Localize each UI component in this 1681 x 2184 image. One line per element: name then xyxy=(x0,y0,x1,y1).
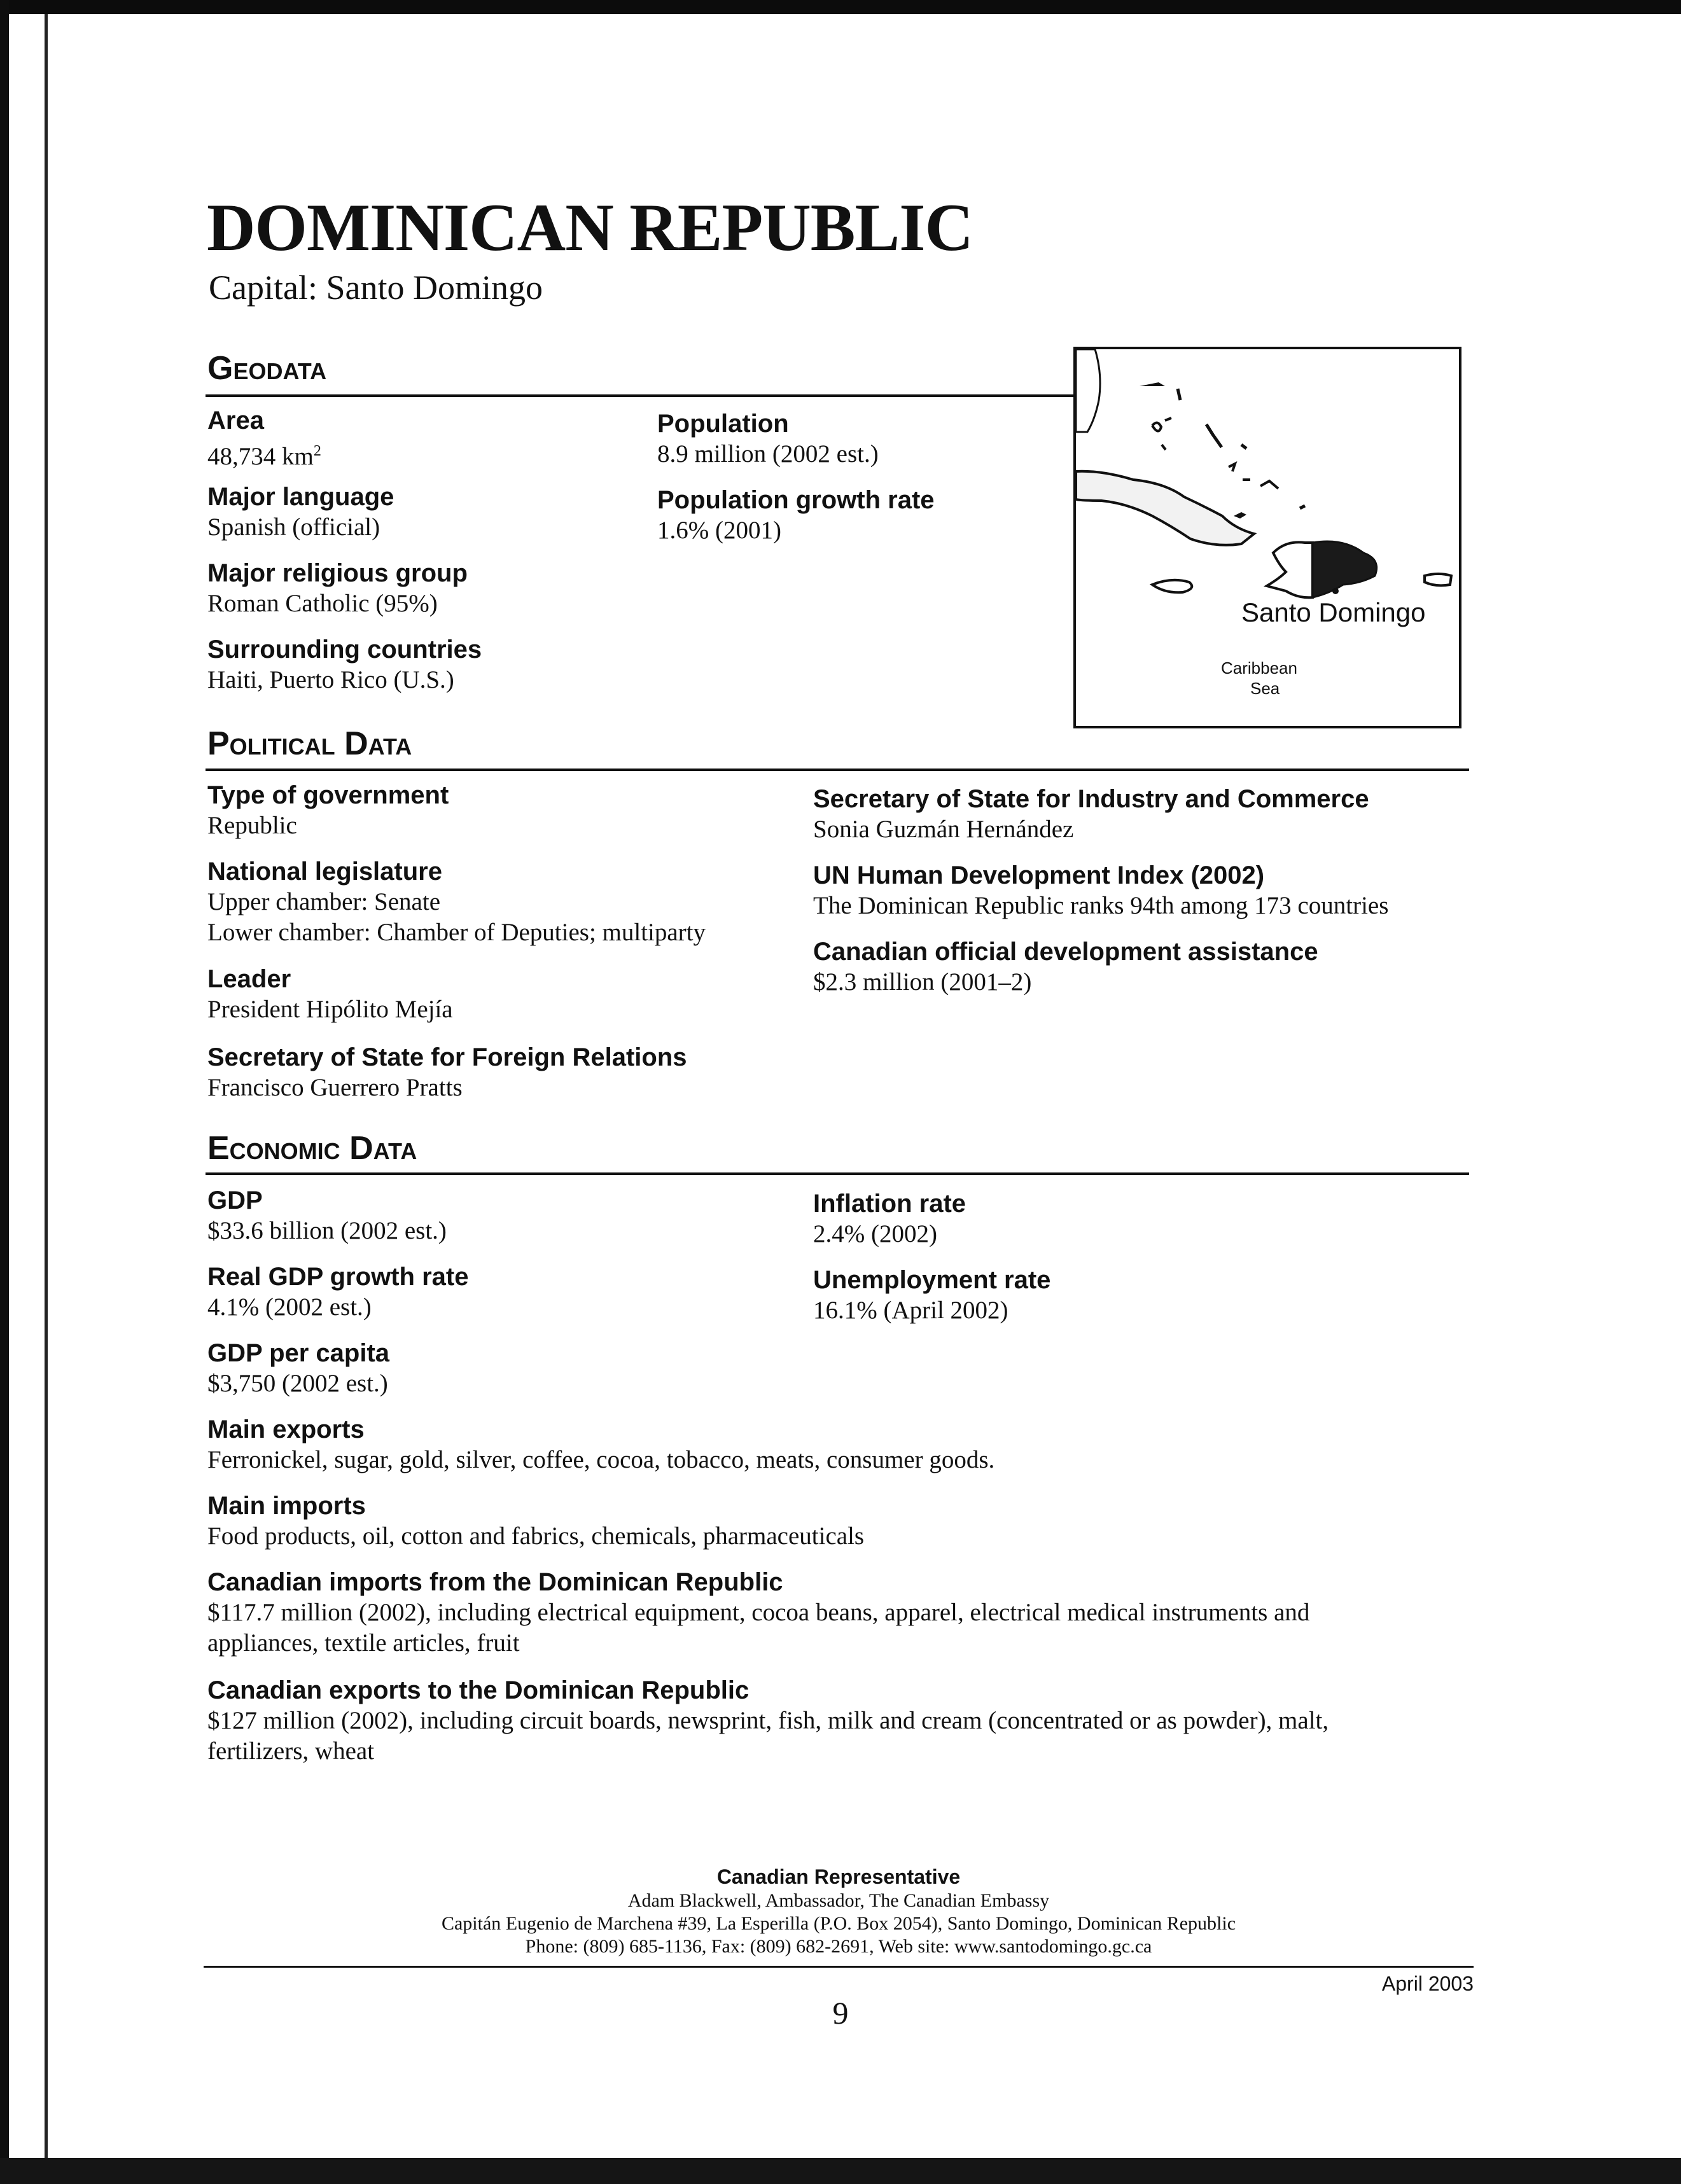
field-value: Lower chamber: Chamber of Deputies; multiparty xyxy=(207,919,706,946)
page-left-border xyxy=(45,14,48,2158)
locator-map xyxy=(1073,347,1461,728)
field-label: Population xyxy=(657,410,789,438)
field-industry-commerce-secretary xyxy=(813,784,1369,845)
section-heading-political: Political Data xyxy=(207,725,412,762)
scan-edge-left xyxy=(0,0,9,2184)
field-national-legislature xyxy=(207,856,706,948)
field-label: Main exports xyxy=(207,1415,365,1443)
field-population-growth-rate xyxy=(657,485,935,546)
bahamas-island xyxy=(1165,418,1171,421)
capital-subtitle: Capital: Santo Domingo xyxy=(209,268,543,307)
field-unemployment-rate xyxy=(813,1265,1050,1326)
field-label: Type of government xyxy=(207,781,449,809)
field-type-of-government xyxy=(207,780,449,841)
field-major-religious-group xyxy=(207,558,468,619)
cuba-shape xyxy=(1076,471,1254,545)
scan-edge-bottom xyxy=(0,2158,1681,2184)
field-value: Haiti, Puerto Rico (U.S.) xyxy=(207,666,454,693)
field-value: 16.1% (April 2002) xyxy=(813,1297,1008,1324)
field-value: Food products, oil, cotton and fabrics, chemicals, pharmaceuticals xyxy=(207,1522,865,1550)
field-gdp-per-capita xyxy=(207,1338,389,1399)
bahamas-island xyxy=(1241,445,1246,449)
field-canadian-imports xyxy=(207,1567,1309,1659)
field-label: Unemployment rate xyxy=(813,1266,1051,1294)
field-leader xyxy=(207,964,453,1025)
bahamas-island xyxy=(1260,481,1278,489)
canadian-representative-block xyxy=(204,1864,1474,1958)
puerto-rico-shape xyxy=(1425,574,1451,585)
field-value: Spanish (official) xyxy=(207,513,380,541)
field-value: 4.1% (2002 est.) xyxy=(207,1293,372,1321)
field-label: Canadian official development assistance xyxy=(813,938,1318,966)
field-value: fertilizers, wheat xyxy=(207,1737,375,1765)
field-value: $2.3 million (2001–2) xyxy=(813,968,1032,996)
field-label: Population growth rate xyxy=(657,486,935,514)
capital-marker-icon xyxy=(1332,588,1339,594)
bahamas-island xyxy=(1152,422,1161,431)
area-superscript: 2 xyxy=(313,443,321,459)
field-real-gdp-growth xyxy=(207,1262,468,1323)
field-value: Roman Catholic (95%) xyxy=(207,590,438,617)
scan-edge-top xyxy=(0,0,1681,14)
field-label: Inflation rate xyxy=(813,1190,966,1218)
field-area xyxy=(207,405,321,472)
publication-date: April 2003 xyxy=(1381,1972,1474,1995)
area-value: 48,734 km xyxy=(207,443,314,470)
field-value: $127 million (2002), including circuit boards, newsprint, fish, milk and cream (concentrated or as powder), malt, xyxy=(207,1707,1329,1734)
field-label: Main imports xyxy=(207,1492,366,1520)
haiti-shape xyxy=(1267,542,1313,597)
footer-line: Capitán Eugenio de Marchena #39, La Esperilla (P.O. Box 2054), Santo Domingo, Dominican Republic xyxy=(441,1913,1236,1934)
field-value: Ferronickel, sugar, gold, silver, coffee, cocoa, tobacco, meats, consumer goods. xyxy=(207,1446,995,1473)
field-label: Secretary of State for Foreign Relations xyxy=(207,1043,687,1071)
bahamas-island xyxy=(1162,445,1166,450)
field-label: Surrounding countries xyxy=(207,636,482,664)
field-value: 1.6% (2001) xyxy=(657,517,781,544)
footer-line: Phone: (809) 685-1136, Fax: (809) 682-2691, Web site: www.santodomingo.gc.ca xyxy=(525,1936,1152,1957)
field-label: Canadian exports to the Dominican Republic xyxy=(207,1676,750,1704)
bahamas-island xyxy=(1178,389,1180,400)
field-label: Real GDP growth rate xyxy=(207,1263,469,1291)
field-value: Sonia Guzmán Hernández xyxy=(813,816,1074,843)
field-value: The Dominican Republic ranks 94th among 173 countries xyxy=(813,892,1389,919)
turks-caicos-island xyxy=(1234,512,1246,518)
map-sea-label: Caribbean xyxy=(1221,658,1297,678)
field-label: GDP per capita xyxy=(207,1339,390,1367)
field-value: Upper chamber: Senate xyxy=(207,888,441,915)
field-human-development-index xyxy=(813,860,1388,921)
florida-shape xyxy=(1076,349,1100,432)
field-development-assistance xyxy=(813,936,1318,998)
section-rule-geodata xyxy=(206,394,1075,397)
field-value: Republic xyxy=(207,812,297,839)
field-label: Secretary of State for Industry and Commerce xyxy=(813,785,1369,813)
field-value: $33.6 billion (2002 est.) xyxy=(207,1217,447,1244)
field-value: 2.4% (2002) xyxy=(813,1220,937,1248)
field-value: Francisco Guerrero Pratts xyxy=(207,1074,463,1101)
bahamas-island xyxy=(1229,464,1235,471)
bahamas-island xyxy=(1206,424,1222,447)
field-value: $3,750 (2002 est.) xyxy=(207,1370,388,1397)
field-main-imports xyxy=(207,1491,864,1552)
map-sea-label: Sea xyxy=(1250,679,1280,698)
field-label: GDP xyxy=(207,1186,263,1214)
section-rule-political xyxy=(206,769,1469,771)
field-label: UN Human Development Index (2002) xyxy=(813,861,1265,889)
footer-line: Adam Blackwell, Ambassador, The Canadian Embassy xyxy=(627,1890,1050,1911)
field-main-exports xyxy=(207,1414,994,1475)
bahamas-island xyxy=(1140,382,1165,386)
field-foreign-relations-secretary xyxy=(207,1042,687,1103)
field-value: appliances, textile articles, fruit xyxy=(207,1629,520,1657)
field-major-language xyxy=(207,482,394,543)
page-number: 9 xyxy=(832,1995,849,2031)
field-value: $117.7 million (2002), including electrical equipment, cocoa beans, apparel, electrical medical instruments and xyxy=(207,1599,1310,1626)
field-surrounding-countries xyxy=(207,634,482,695)
field-label: Major religious group xyxy=(207,559,468,587)
field-label: National legislature xyxy=(207,858,442,886)
field-label: Area xyxy=(207,407,264,435)
field-label: Major language xyxy=(207,483,394,511)
page-title: DOMINICAN REPUBLIC xyxy=(207,190,973,265)
field-value xyxy=(207,436,321,472)
field-value: President Hipólito Mejía xyxy=(207,996,453,1023)
field-inflation-rate xyxy=(813,1188,966,1249)
map-capital-label: Santo Domingo xyxy=(1241,597,1426,627)
section-rule-economic xyxy=(206,1172,1469,1175)
footer-rule xyxy=(204,1966,1474,1968)
field-value: 8.9 million (2002 est.) xyxy=(657,440,879,468)
dominican-republic-shape xyxy=(1313,541,1377,597)
field-canadian-exports xyxy=(207,1675,1329,1767)
caribbean-map-graphic xyxy=(1076,349,1459,726)
footer-heading: Canadian Representative xyxy=(716,1865,961,1888)
jamaica-shape xyxy=(1152,580,1192,592)
field-population xyxy=(657,408,879,469)
section-heading-geodata: Geodata xyxy=(207,350,327,387)
section-heading-economic: Economic Data xyxy=(207,1130,417,1167)
bahamas-island xyxy=(1300,506,1305,508)
field-label: Canadian imports from the Dominican Republic xyxy=(207,1568,783,1596)
field-label: Leader xyxy=(207,965,291,993)
field-gdp xyxy=(207,1185,447,1246)
